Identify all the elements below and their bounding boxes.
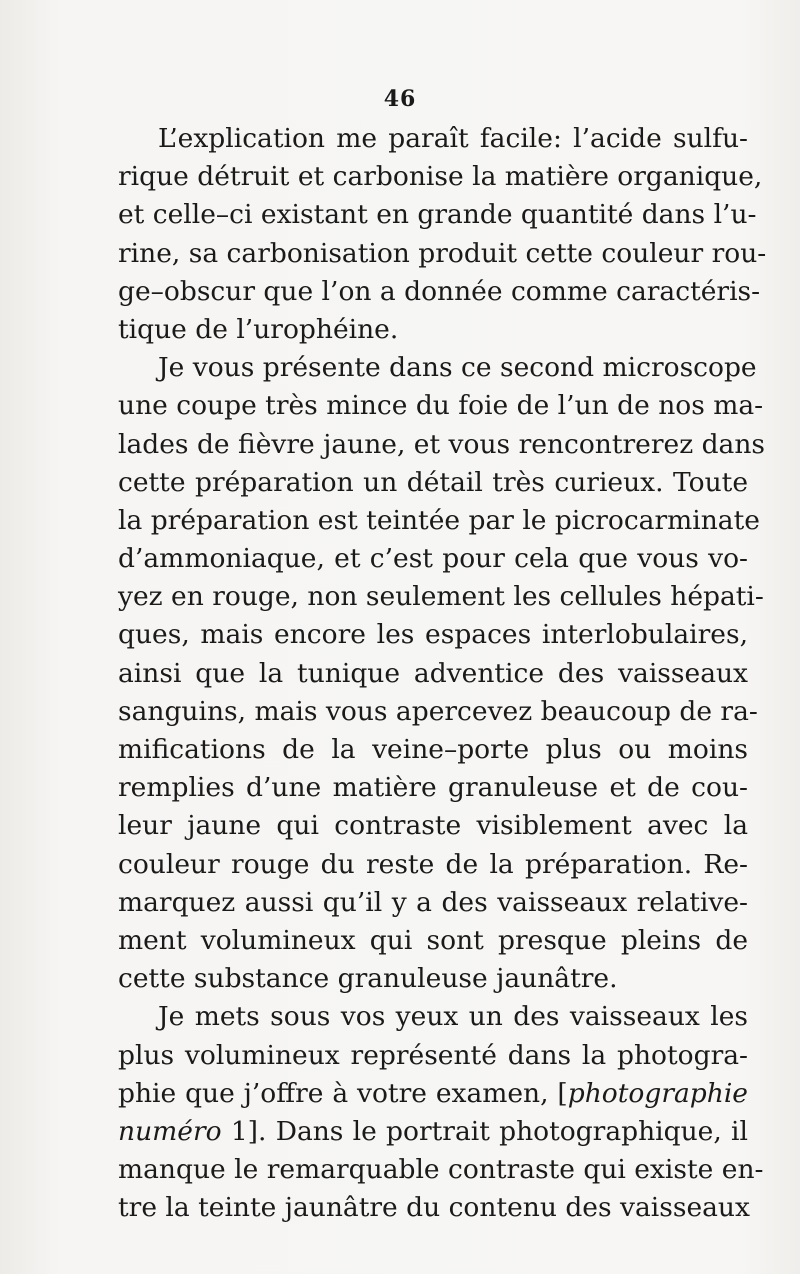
text-line: L’explication me paraît facile: l’acide sulfu-	[158, 123, 748, 154]
page-number: 46	[383, 86, 417, 112]
text-line: yez en rouge, non seulement les cellules hépati-	[118, 581, 764, 613]
italic-reference: numéro	[118, 1115, 222, 1147]
text-line: ge–obscur que l’on a donnée comme caractéris-	[118, 275, 761, 307]
text-line: rique détruit et carbonise la matière organique,	[118, 161, 763, 193]
text-line: lades de fièvre jaune, et vous rencontrerez dans	[118, 428, 766, 460]
text-line-with-italic	[118, 1075, 748, 1113]
text-line: leur jaune qui contraste visiblement avec la	[118, 810, 748, 842]
text-segment: phie que j’offre à votre examen, [	[118, 1077, 568, 1109]
text-line: cette préparation un détail très curieux. Toute	[118, 466, 748, 498]
text-line: ainsi que la tunique adventice des vaisseaux	[118, 657, 748, 689]
text-line: Je vous présente dans ce second microscope	[158, 352, 757, 384]
text-line: remplies d’une matière granuleuse et de cou-	[118, 772, 748, 804]
text-line: d’ammoniaque, et c’est pour cela que vous vo-	[118, 543, 748, 575]
paragraph-2	[118, 349, 766, 998]
text-line: ment volumineux qui sont presque pleins de	[118, 924, 748, 956]
text-segment: 1]. Dans le portrait photographique, il	[221, 1115, 748, 1147]
text-line: ques, mais encore les espaces interlobulaires,	[118, 619, 748, 651]
italic-reference: photographie	[567, 1077, 748, 1109]
text-line: sanguins, mais vous apercevez beaucoup de ra-	[118, 695, 758, 727]
text-line-with-italic	[118, 1113, 748, 1151]
text-line: cette substance granuleuse jaunâtre.	[118, 963, 618, 995]
text-line: mifications de la veine–porte plus ou moins	[118, 734, 748, 765]
text-line: couleur rouge du reste de la préparation. Re-	[118, 848, 748, 880]
text-line: manque le remarquable contraste qui existe en-	[118, 1154, 764, 1186]
text-line: tique de l’urophéine.	[118, 313, 399, 345]
text-line: une coupe très mince du foie de l’un de nos ma-	[118, 390, 764, 422]
text-line: rine, sa carbonisation produit cette couleur rou-	[118, 237, 767, 269]
text-line: Je mets sous vos yeux un des vaisseaux les	[158, 1001, 748, 1033]
text-line: et celle–ci existant en grande quantité dans l’u-	[118, 199, 757, 231]
paragraph-3	[118, 998, 764, 1227]
text-line: tre la teinte jaunâtre du contenu des vaisseaux	[118, 1192, 750, 1224]
text-line: la préparation est teintée par le picrocarminate	[118, 504, 760, 536]
text-line: marquez aussi qu’il y a des vaisseaux relative-	[118, 886, 748, 918]
body-text	[118, 120, 767, 1227]
text-line: plus volumineux représenté dans la photogra-	[118, 1039, 748, 1071]
paragraph-1	[118, 120, 767, 349]
